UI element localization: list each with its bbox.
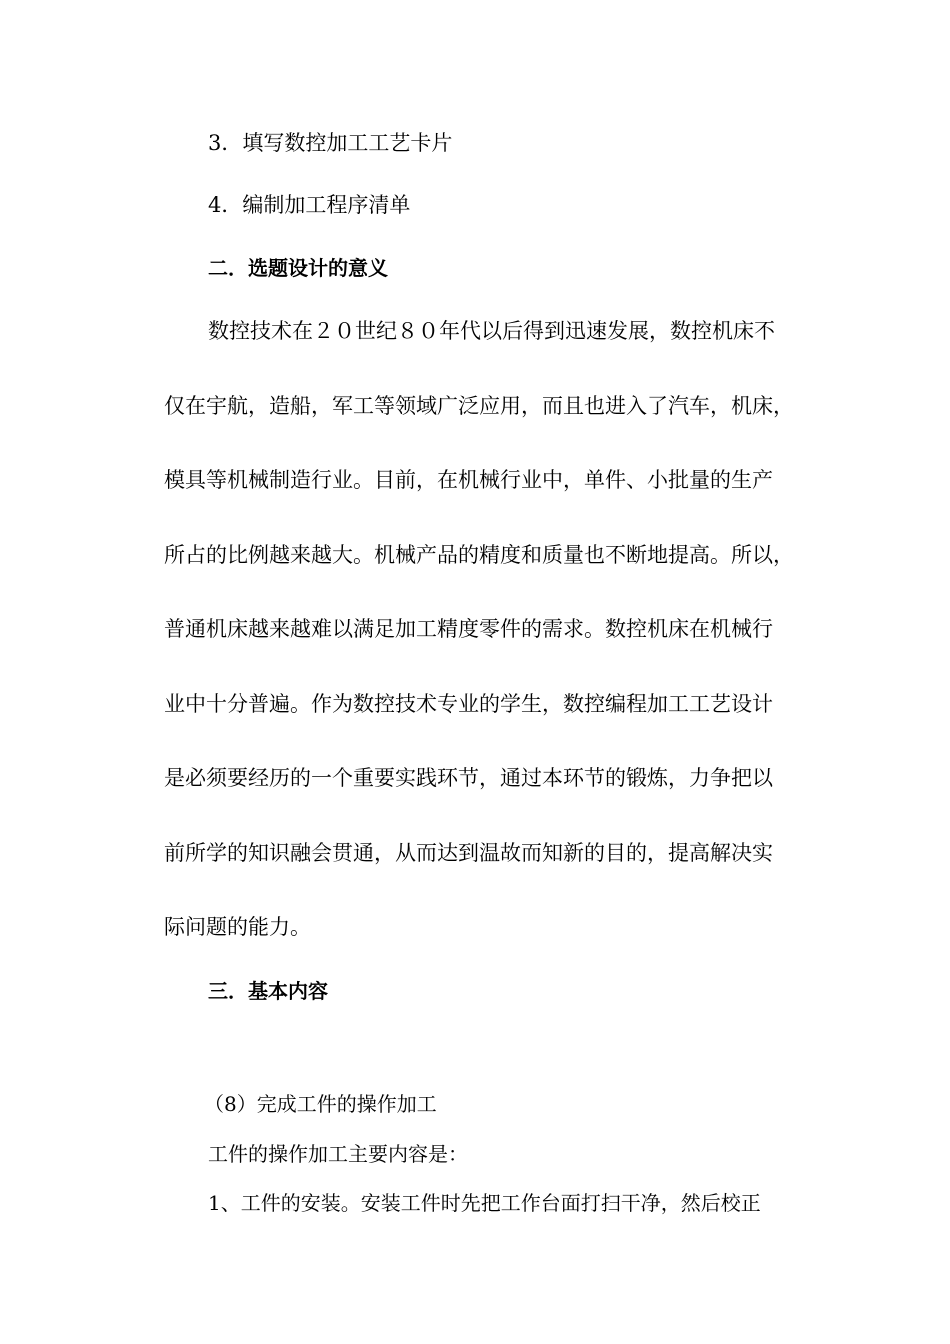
list-item-4: 4．编制加工程序清单 bbox=[208, 193, 411, 217]
paragraph-line: 所占的比例越来越大。机械产品的精度和质量也不断地提高。所以， bbox=[164, 543, 794, 567]
section-heading-basic-content: 三．基本内容 bbox=[208, 979, 328, 1003]
section-heading-significance: 二．选题设计的意义 bbox=[208, 256, 388, 280]
paragraph-line: 业中十分普遍。作为数控技术专业的学生，数控编程加工工艺设计 bbox=[164, 692, 773, 716]
paragraph-line: 模具等机械制造行业。目前，在机械行业中，单件、小批量的生产 bbox=[164, 468, 773, 492]
subsection-intro: 工件的操作加工主要内容是： bbox=[208, 1142, 468, 1166]
paragraph-line: 是必须要经历的一个重要实践环节，通过本环节的锻炼，力争把以 bbox=[164, 766, 773, 790]
paragraph-line: 前所学的知识融会贯通，从而达到温故而知新的目的，提高解决实 bbox=[164, 841, 773, 865]
step-text: 1、工件的安装。安装工件时先把工作台面打扫干净，然后校正 bbox=[208, 1191, 761, 1215]
paragraph-line: 数控技术在２０世纪８０年代以后得到迅速发展，数控机床不 bbox=[208, 319, 775, 343]
paragraph-line: 际问题的能力。 bbox=[164, 915, 311, 939]
paragraph-line: 普通机床越来越难以满足加工精度零件的需求。数控机床在机械行 bbox=[164, 617, 773, 641]
list-item-3: 3．填写数控加工工艺卡片 bbox=[208, 131, 453, 155]
paragraph-line: 仅在宇航，造船，军工等领域广泛应用，而且也进入了汽车，机床， bbox=[164, 394, 794, 418]
subsection-title: （8）完成工件的操作加工 bbox=[204, 1092, 437, 1116]
